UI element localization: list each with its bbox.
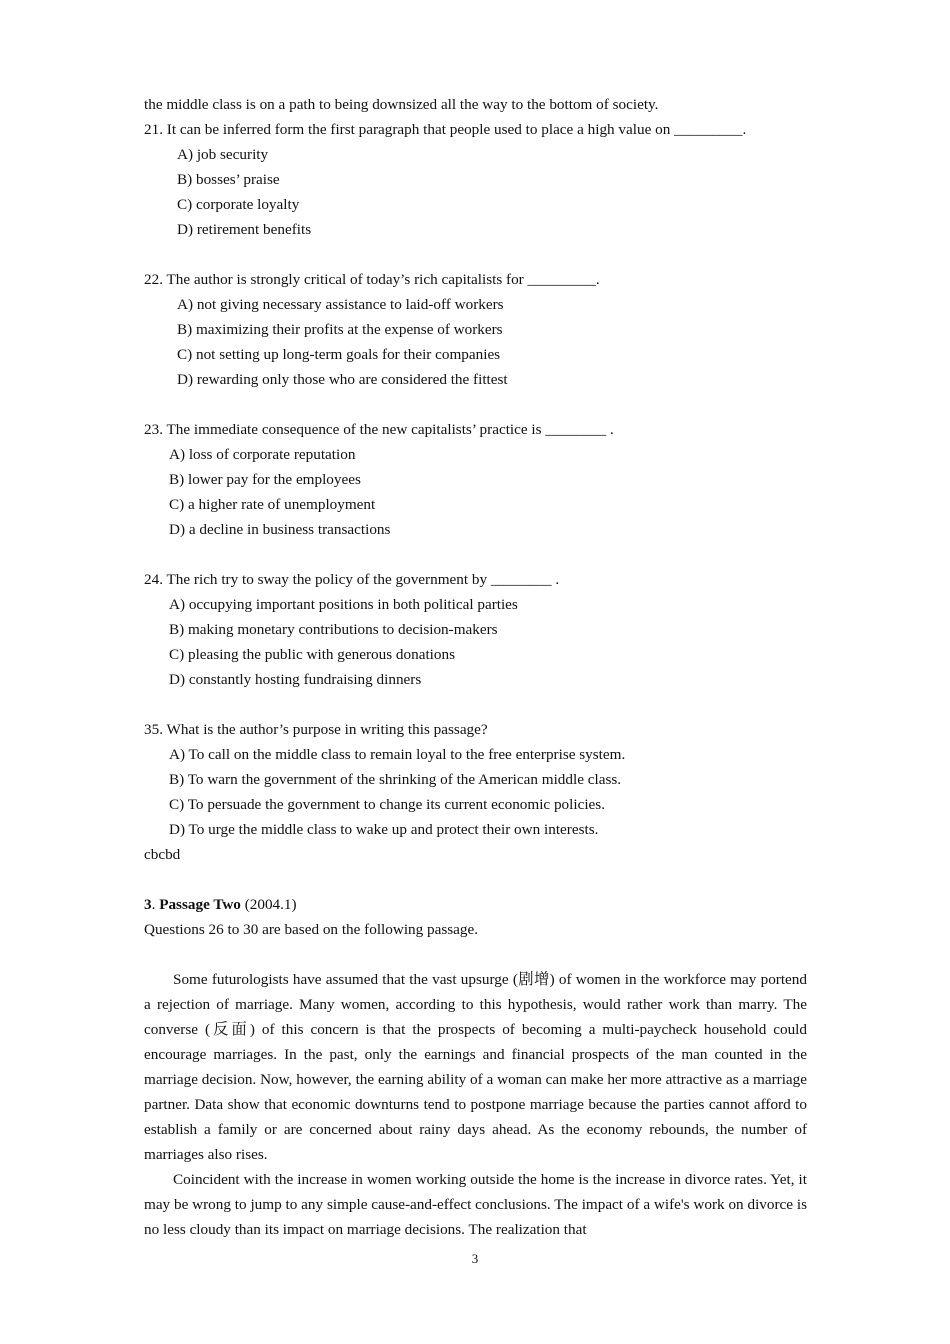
option-d: D) constantly hosting fundraising dinners xyxy=(169,671,422,688)
option-c: C) a higher rate of unemployment xyxy=(169,496,376,513)
option-b: B) lower pay for the employees xyxy=(169,471,361,488)
section-title: Passage Two xyxy=(159,896,241,913)
section-heading: 3. Passage Two (2004.1) xyxy=(144,896,297,913)
option-d: D) retirement benefits xyxy=(177,221,312,238)
question-21 xyxy=(144,117,807,242)
intro-line: the middle class is on a path to being downsized all the way to the bottom of society. xyxy=(144,96,659,113)
option-b: B) making monetary contributions to decision-makers xyxy=(169,621,498,638)
option-c: C) corporate loyalty xyxy=(177,196,300,213)
question-stem: 21. It can be inferred form the first paragraph that people used to place a high value on _________. xyxy=(144,121,747,138)
question-22 xyxy=(144,267,807,392)
spacer xyxy=(144,392,807,417)
page-number: 3 xyxy=(471,1251,479,1266)
spacer xyxy=(144,542,807,567)
question-35 xyxy=(144,717,807,842)
option-d: D) To urge the middle class to wake up and protect their own interests. xyxy=(169,821,599,838)
document-body xyxy=(144,92,807,1242)
spacer xyxy=(144,867,807,892)
option-b: B) bosses’ praise xyxy=(177,171,280,188)
passage-paragraph-2: Coincident with the increase in women working outside the home is the increase in divorce rates. Yet, it may be wrong to jump to any simple cause-and-effect conclusions. The impact of a wife's work on divorce is no less cloudy than its impact on marriage decisions. The realization that xyxy=(144,1171,807,1238)
option-a: A) not giving necessary assistance to laid-off workers xyxy=(177,296,504,313)
option-a: A) loss of corporate reputation xyxy=(169,446,356,463)
question-24 xyxy=(144,567,807,692)
question-stem: 35. What is the author’s purpose in writing this passage? xyxy=(144,721,488,738)
option-d: D) rewarding only those who are considered the fittest xyxy=(177,371,508,388)
option-a: A) To call on the middle class to remain loyal to the free enterprise system. xyxy=(169,746,626,763)
option-a: A) job security xyxy=(177,146,269,163)
option-b: B) To warn the government of the shrinking of the American middle class. xyxy=(169,771,622,788)
passage-paragraph-1: Some futurologists have assumed that the vast upsurge (剧增) of women in the workforce may portend a rejection of marriage. Many women, according to this hypothesis, would rather work than marry. The converse (反面) of this concern is that the prospects of becoming a multi-paycheck household could encourage marriages. In the past, only the earnings and financial prospects of the man counted in the marriage decision. Now, however, the earning ability of a woman can make her more attractive as a marriage partner. Data show that economic downturns tend to postpone marriage because the parties cannot afford to establish a family or are concerned about rainy days ahead. As the economy rebounds, the number of marriages also rises. xyxy=(144,971,807,1163)
answer-key: cbcbd xyxy=(144,846,181,863)
spacer xyxy=(144,692,807,717)
spacer xyxy=(144,942,807,967)
option-c: C) To persuade the government to change its current economic policies. xyxy=(169,796,606,813)
section-date: (2004.1) xyxy=(244,896,297,913)
question-23 xyxy=(144,417,807,542)
section-instruction: Questions 26 to 30 are based on the following passage. xyxy=(144,921,479,938)
question-stem: 24. The rich try to sway the policy of the government by ________ . xyxy=(144,571,560,588)
section-number: 3 xyxy=(144,896,152,913)
option-a: A) occupying important positions in both political parties xyxy=(169,596,518,613)
option-d: D) a decline in business transactions xyxy=(169,521,391,538)
question-stem: 22. The author is strongly critical of today’s rich capitalists for _________. xyxy=(144,271,600,288)
option-c: C) pleasing the public with generous donations xyxy=(169,646,455,663)
option-c: C) not setting up long-term goals for their companies xyxy=(177,346,501,363)
question-stem: 23. The immediate consequence of the new capitalists’ practice is ________ . xyxy=(144,421,614,438)
option-b: B) maximizing their profits at the expense of workers xyxy=(177,321,503,338)
spacer xyxy=(144,242,807,267)
